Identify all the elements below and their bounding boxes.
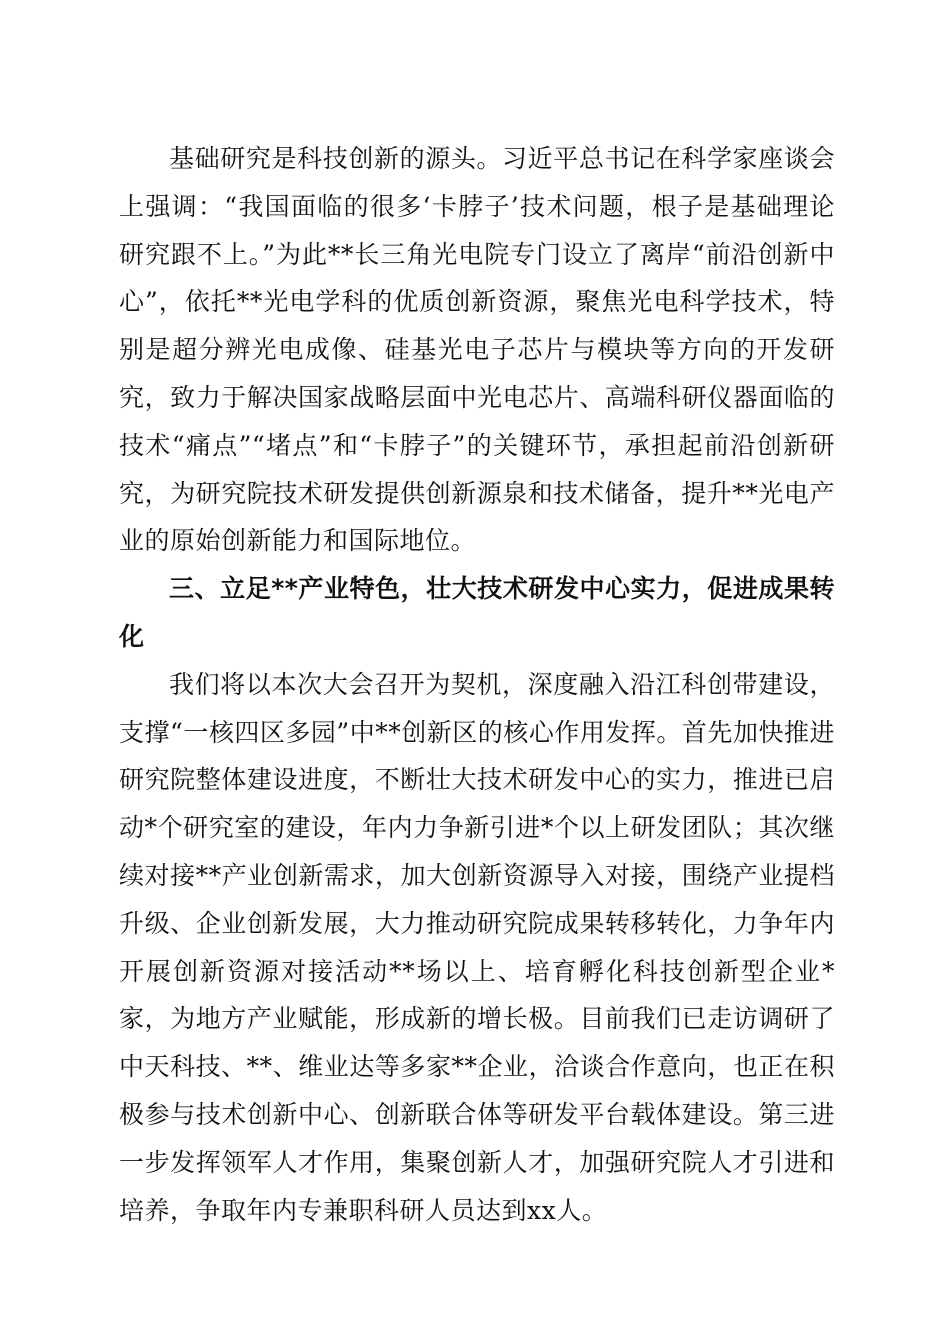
document-page (119, 135, 835, 1234)
paragraph-industry-plan: 我们将以本次大会召开为契机，深度融入沿江科创带建设，支撑“一核四区多园”中**创新区的核心作用发挥。首先加快推进研究院整体建设进度，不断壮大技术研发中心的实力，推进已启动*个研究室的建设，年内力争新引进*个以上研发团队；其次继续对接**产业创新需求，加大创新资源导入对接，围绕产业提档升级、企业创新发展，大力推动研究院成果转移转化，力争年内开展创新资源对接活动**场以上、培育孵化科技创新型企业*家，为地方产业赋能，形成新的增长极。目前我们已走访调研了中天科技、**、维业达等多家**企业，洽谈合作意向，也正在积极参与技术创新中心、创新联合体等研发平台载体建设。第三进一步发挥领军人才作用，集聚创新人才，加强研究院人才引进和培养，争取年内专兼职科研人员达到xx人。 (119, 669, 835, 1225)
paragraph-basic-research: 基础研究是科技创新的源头。习近平总书记在科学家座谈会上强调：“我国面临的很多‘卡脖子’技术问题，根子是基础理论研究跟不上。”为此**长三角光电院专门设立了离岸“前沿创新中心”，依托**光电学科的优质创新资源，聚焦光电科学技术，特别是超分辨光电成像、硅基光电子芯片与模块等方向的开发研究，致力于解决国家战略层面中光电芯片、高端科研仪器面临的技术“痛点”“堵点”和“卡脖子”的关键环节，承担起前沿创新研究，为研究院技术研发提供创新源泉和技术储备，提升**光电产业的原始创新能力和国际地位。 (119, 144, 835, 556)
section-heading-3: 三、立足**产业特色，壮大技术研发中心实力，促进成果转化 (119, 574, 835, 651)
